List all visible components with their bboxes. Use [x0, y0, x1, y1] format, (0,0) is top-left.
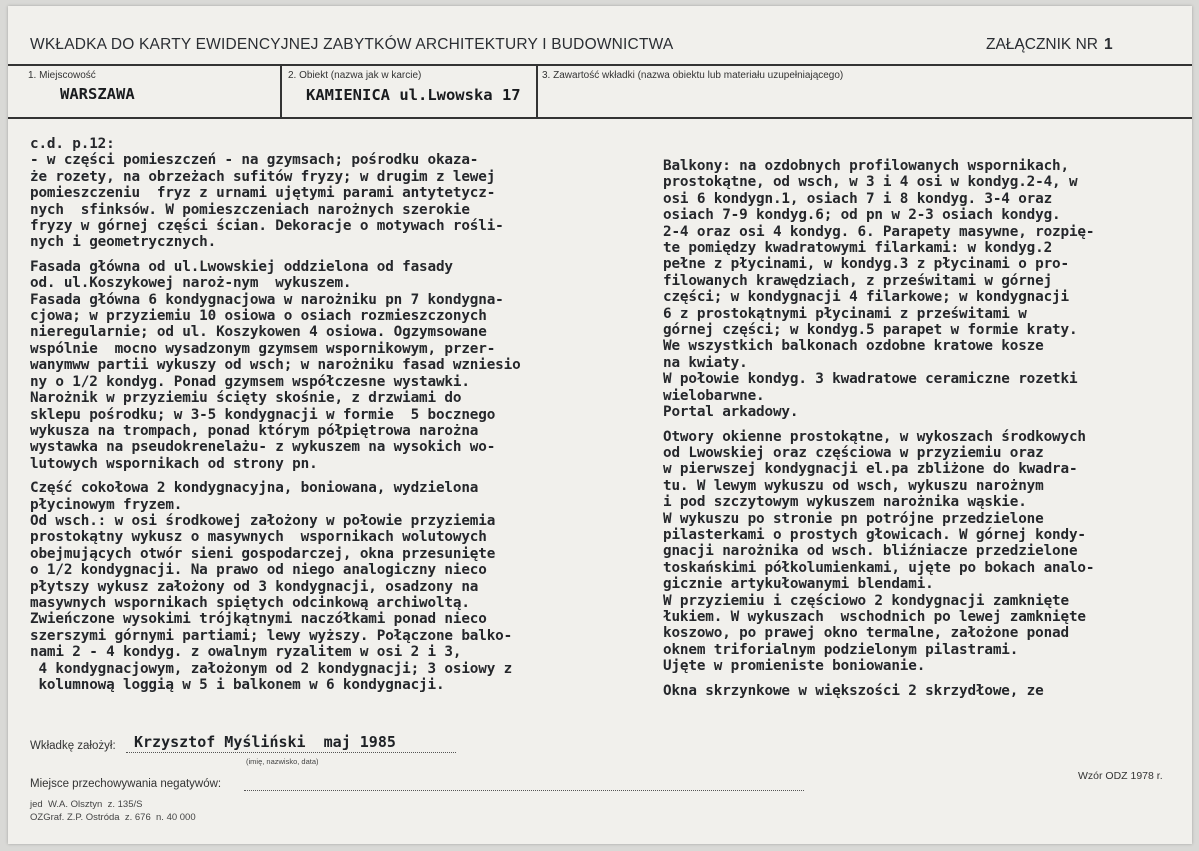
- text-line: ny o 1/2 kondyg. Ponad gzymsem współczesne wystawki.: [30, 373, 470, 390]
- text-line: W wykuszu po stronie pn potrójne przedzielone: [663, 510, 1044, 527]
- prepared-by-value: Krzysztof Myśliński maj 1985: [134, 733, 396, 751]
- text-line: wanymww partii wykuszy od wsch; w narożniku fasad wzniesio: [30, 357, 521, 374]
- text-line: szerszymi górnymi partiami; lewy wyższy. Połączone balko-: [30, 627, 513, 644]
- field-2-label: 2. Obiekt (nazwa jak w karcie): [288, 70, 422, 81]
- field-1-label: 1. Miejscowość: [28, 70, 96, 81]
- text-line: toskańskimi półkolumienkami, ujęte po bokach analo-: [663, 559, 1095, 576]
- text-line: Część cokołowa 2 kondygnacyjna, boniowana, wydzielona: [30, 480, 479, 497]
- text-line: Narożnik w przyziemiu ścięty skośnie, z drzwiami do: [30, 390, 462, 407]
- text-line: oknem triforialnym podzielonym pilastrami.: [663, 641, 1019, 658]
- document-sheet: [8, 6, 1192, 844]
- text-line: płytszy wykusz założony od 3 kondygnacji, osadzony na: [30, 578, 479, 595]
- text-line: kolumnową loggią w 5 i balkonem w 6 kondygnacji.: [30, 677, 445, 693]
- left-text-column: [30, 136, 652, 693]
- annex-label-text: ZAŁĄCZNIK NR: [986, 36, 1098, 53]
- field-2-value: KAMIENICA ul.Lwowska 17: [306, 86, 521, 104]
- text-line: nych i geometrycznych.: [30, 234, 217, 251]
- paragraph-gap: [663, 675, 1188, 683]
- text-line: części; w kondygnacji 4 filarkowe; w kondygnacji: [663, 289, 1069, 306]
- field-divider-1: [280, 64, 282, 117]
- text-line: tu. W lewym wykuszu od wsch, wykuszu narożnym: [663, 477, 1044, 494]
- right-text-column: [663, 158, 1188, 699]
- text-line: nami 2 - 4 kondyg. z owalnym ryzalitem w osi 2 i 3,: [30, 644, 462, 661]
- text-line: 4 kondygnacjowym, założonym od 2 kondygnacji; 3 osiowy z: [30, 660, 513, 677]
- text-line: c.d. p.12:: [30, 136, 115, 152]
- text-line: Fasada główna od ul.Lwowskiej oddzielona od fasady: [30, 258, 453, 275]
- annex-label: [986, 36, 1113, 54]
- text-line: filowanych krawędziach, z prześwitami w górnej: [663, 272, 1053, 289]
- text-line: prostokątne, od wsch, w 3 i 4 osi w kondyg.2-4, w: [663, 174, 1078, 191]
- text-line: od Lwowskiej oraz częściowa w przyziemiu oraz: [663, 444, 1044, 461]
- text-line: W połowie kondyg. 3 kwadratowe ceramiczne rozetki: [663, 371, 1078, 388]
- text-line: nieregularnie; od ul. Koszykowen 4 osiowa. Ogzymsowane: [30, 324, 487, 341]
- paragraph-gap: [30, 251, 652, 259]
- annex-number: 1: [1103, 36, 1113, 53]
- text-line: sklepu pośrodku; w 3-5 kondygnacji w formie 5 bocznego: [30, 406, 496, 423]
- negatives-line: [244, 790, 804, 791]
- text-line: Portal arkadowy.: [663, 404, 799, 421]
- text-line: gnacji narożnika od wsch. bliźniacze przedzielone: [663, 543, 1078, 560]
- paragraph-gap: [663, 421, 1188, 429]
- text-line: wielobarwne.: [663, 387, 765, 404]
- form-version: Wzór ODZ 1978 r.: [1078, 770, 1163, 782]
- text-line: - w części pomieszczeń - na gzymsach; pośrodku okaza-: [30, 152, 479, 169]
- printer-line-2: OZGraf. Z.P. Ostróda z. 676 n. 40 000: [30, 812, 196, 823]
- text-line: wykusza na trompach, ponad którym półpiętrowa narożna: [30, 422, 479, 439]
- text-line: Fasada główna 6 kondygnacjowa w narożniku pn 7 kondygna-: [30, 291, 504, 308]
- text-line: lutowych wspornikach od strony pn.: [30, 455, 318, 472]
- text-line: Otwory okienne prostokątne, w wykoszach środkowych: [663, 428, 1086, 445]
- paragraph-gap: [30, 472, 652, 480]
- text-line: osiach 7-9 kondyg.6; od pn w 2-3 osiach kondyg.: [663, 207, 1061, 224]
- field-1-value: WARSZAWA: [60, 85, 135, 103]
- prepared-by-caption: (imię, nazwisko, data): [246, 757, 319, 766]
- text-line: wystawka na pseudokrenelażu- z wykuszem na wysokich wo-: [30, 439, 496, 456]
- field-divider-2: [536, 64, 538, 117]
- text-line: płycinowym fryzem.: [30, 496, 183, 513]
- text-line: górnej części; w kondyg.5 parapet w formie kraty.: [663, 322, 1078, 339]
- text-line: 6 z prostokątnymi płycinami z prześwitami w: [663, 305, 1027, 322]
- header-rule-bottom: [8, 117, 1192, 119]
- text-line: pomieszczeniu fryz z urnami ujętymi parami antytetycz-: [30, 185, 496, 202]
- text-line: Od wsch.: w osi środkowej założony w połowie przyziemia: [30, 512, 496, 529]
- text-line: w pierwszej kondygnacji el.pa zbliżone do kwadra-: [663, 461, 1078, 478]
- prepared-by-label: Wkładkę założył:: [30, 740, 116, 752]
- text-line: gicznie artykułowanymi blendami.: [663, 576, 934, 593]
- text-line: że rozety, na obrzeżach sufitów fryzy; w drugim z lewej: [30, 168, 496, 185]
- text-line: Zwieńczone wysokimi trójkątnymi naczółkami ponad nieco: [30, 611, 487, 628]
- form-title: WKŁADKA DO KARTY EWIDENCYJNEJ ZABYTKÓW ARCHITEKTURY I BUDOWNICTWA: [30, 36, 674, 53]
- text-line: fryzy w górnej części ścian. Dekoracje o motywach rośli-: [30, 218, 504, 235]
- text-line: pełne z płycinami, w kondyg.3 z płycinami o pro-: [663, 256, 1069, 273]
- prepared-by-line: [126, 752, 456, 753]
- text-line: nych sfinksów. W pomieszczeniach narożnych szerokie: [30, 201, 470, 218]
- header-rule-top: [8, 64, 1192, 66]
- text-line: 2-4 oraz osi 4 kondyg. 6. Parapety masywne, rozpię-: [663, 223, 1095, 240]
- field-3-label: 3. Zawartość wkładki (nazwa obiektu lub materiału uzupełniającego): [542, 70, 844, 81]
- text-line: łukiem. W wykuszach wschodnich po lewej zamknięte: [663, 608, 1086, 625]
- text-line: We wszystkich balkonach ozdobne kratowe kosze: [663, 338, 1044, 355]
- text-line: o 1/2 kondygnacji. Na prawo od niego analogiczny nieco: [30, 562, 487, 579]
- text-line: prostokątny wykusz o masywnych wspornikach wolutowych: [30, 529, 487, 546]
- text-line: obejmujących otwór sieni gospodarczej, okna przesunięte: [30, 545, 496, 562]
- text-line: masywnych wspornikach spiętych odcinkową archiwoltą.: [30, 594, 470, 611]
- text-line: pilasterkami o prostych głowicach. W górnej kondy-: [663, 526, 1086, 543]
- text-line: osi 6 kondygn.1, osiach 7 i 8 kondyg. 3-4 oraz: [663, 190, 1053, 207]
- text-line: te pomiędzy kwadratowymi filarkami: w kondyg.2: [663, 240, 1053, 257]
- text-line: cjowa; w przyziemiu 10 osiowa o osiach rozmieszczonych: [30, 308, 487, 325]
- text-line: wspólnie mocno wysadzonym gzymsem wspornikowym, przer-: [30, 340, 496, 357]
- text-line: i pod szczytowym wykuszem narożnika wąskie.: [663, 494, 1027, 511]
- text-line: Balkony: na ozdobnych profilowanych wspornikach,: [663, 158, 1069, 174]
- text-line: na kwiaty.: [663, 354, 748, 371]
- text-line: Ujęte w promieniste boniowanie.: [663, 658, 926, 675]
- printer-line-1: jed W.A. Olsztyn z. 135/S: [30, 799, 143, 810]
- text-line: W przyziemiu i częściowo 2 kondygnacji zamknięte: [663, 592, 1069, 609]
- text-line: Okna skrzynkowe w większości 2 skrzydłowe, ze: [663, 682, 1044, 699]
- text-line: od. ul.Koszykowej naroż-nym wykuszem.: [30, 275, 352, 292]
- negatives-label: Miejsce przechowywania negatywów:: [30, 778, 222, 790]
- text-line: koszowo, po prawej okno termalne, założone ponad: [663, 625, 1069, 642]
